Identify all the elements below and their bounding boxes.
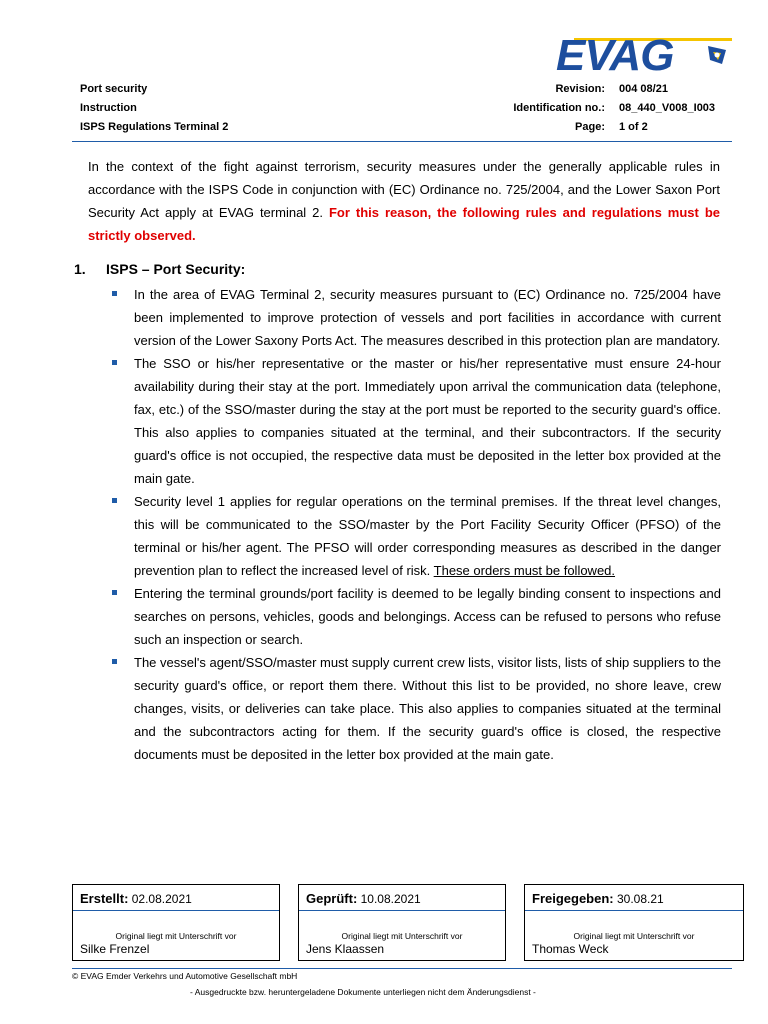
revision-value: 004 08/21	[619, 83, 668, 95]
intro-emphasis: For this reason, the following rules and regulations must be strictly observed.	[88, 205, 720, 243]
bullet-marker-icon	[112, 659, 117, 664]
signature-box-created	[72, 884, 280, 961]
bullet-item	[112, 352, 721, 490]
header-doc-type: Instruction	[80, 102, 137, 114]
bullet-marker-icon	[112, 498, 117, 503]
sig-note: Original liegt mit Unterschrift vor	[115, 931, 237, 941]
identification-label: Identification no.:	[513, 102, 605, 114]
bullet-list	[112, 283, 721, 766]
sig-date: 10.08.2021	[360, 892, 421, 906]
header-divider	[72, 141, 732, 142]
page-value: 1 of 2	[619, 121, 648, 133]
bullet-item	[112, 651, 721, 766]
bullet-text: In the area of EVAG Terminal 2, security measures pursuant to (EC) Ordinance no. 725/2004 have been implemented to improve protection of vessels and port facilities in accordance with current version of the Lower Saxony Ports Act. The measures described in this protection plan are mandatory.	[134, 287, 721, 348]
bullet-text: The vessel's agent/SSO/master must supply current crew lists, visitor lists, lists of ship suppliers to the security guard's office, or report them there. Without this list to be provided, no shore leave, crew changes, visits, or deliveries can take place. This also applies to companies situated at the terminal and the subcontractors acting for them. If the security guard's office is closed, the respective documents must be deposited in the letter box provided at the main gate.	[134, 655, 721, 762]
section-title: ISPS – Port Security:	[106, 261, 246, 277]
evag-logo	[556, 30, 732, 82]
sig-label: Geprüft:	[306, 891, 358, 906]
sig-date: 02.08.2021	[131, 892, 192, 906]
footer-divider	[72, 968, 732, 969]
sig-name: Thomas Weck	[532, 942, 609, 956]
intro-text: In the context of the fight against terrorism, security measures under the generally applicable rules in accordance with the ISPS Code in conjunction with (EC) Ordinance no. 725/2004, and the Lower Saxon Port Security Act apply at EVAG terminal 2.	[88, 159, 720, 220]
signature-box-approved	[524, 884, 744, 961]
sig-note: Original liegt mit Unterschrift vor	[341, 931, 463, 941]
footer-disclaimer: - Ausgedruckte bzw. heruntergeladene Dokumente unterliegen nicht dem Änderungsdienst -	[190, 987, 536, 997]
header-category: Port security	[80, 83, 148, 95]
page-label: Page:	[575, 121, 605, 133]
sig-name: Jens Klaassen	[306, 942, 385, 956]
document-header-right	[490, 80, 715, 137]
revision-label: Revision:	[555, 83, 605, 95]
signature-box-checked	[298, 884, 506, 961]
sig-name: Silke Frenzel	[80, 942, 150, 956]
bullet-marker-icon	[112, 360, 117, 365]
bullet-marker-icon	[112, 590, 117, 595]
bullet-text: Entering the terminal grounds/port facility is deemed to be legally binding consent to inspections and searches on persons, vehicles, goods and belongings. Access can be refused to persons who refuse such an inspection or search.	[134, 586, 721, 647]
footer-company: © EVAG Emder Verkehrs und Automotive Gesellschaft mbH	[72, 971, 298, 981]
bullet-item	[112, 582, 721, 651]
sig-date: 30.08.21	[616, 892, 664, 906]
sig-note: Original liegt mit Unterschrift vor	[573, 931, 695, 941]
bullet-item	[112, 283, 721, 352]
document-header-left	[80, 80, 228, 137]
bullet-text: Security level 1 applies for regular operations on the terminal premises. If the threat level changes, this will be communicated to the SSO/master by the Port Facility Security Officer (PFSO) of the terminal or his/her agent. The PFSO will order corresponding measures as described in the danger prevention plan to reflect the increased level of risk.	[134, 494, 721, 578]
identification-value: 08_440_V008_I003	[619, 102, 716, 114]
bullet-text: The SSO or his/her representative or the master or his/her representative must ensure 24-hour availability during their stay at the port. Immediately upon arrival the communication data (telephone, fax, etc.) of the SSO/master during the stay at the port must be reported to the security guard's office. This also applies to companies situated at the terminal, and their subcontractors. If the security guard's office is not occupied, the respective data must be deposited in the letter box provided at the main gate.	[134, 356, 721, 486]
header-doc-title: ISPS Regulations Terminal 2	[80, 121, 229, 133]
bullet-underlined-text: These orders must be followed.	[433, 563, 616, 578]
bullet-marker-icon	[112, 291, 117, 296]
logo-flag-icon	[706, 44, 728, 66]
intro-paragraph	[88, 155, 720, 247]
logo-text: EVAG	[556, 31, 674, 80]
sig-label: Erstellt:	[80, 891, 129, 906]
section-number: 1.	[74, 261, 86, 277]
sig-label: Freigegeben:	[532, 891, 614, 906]
section-heading	[74, 261, 245, 277]
bullet-item	[112, 490, 721, 582]
